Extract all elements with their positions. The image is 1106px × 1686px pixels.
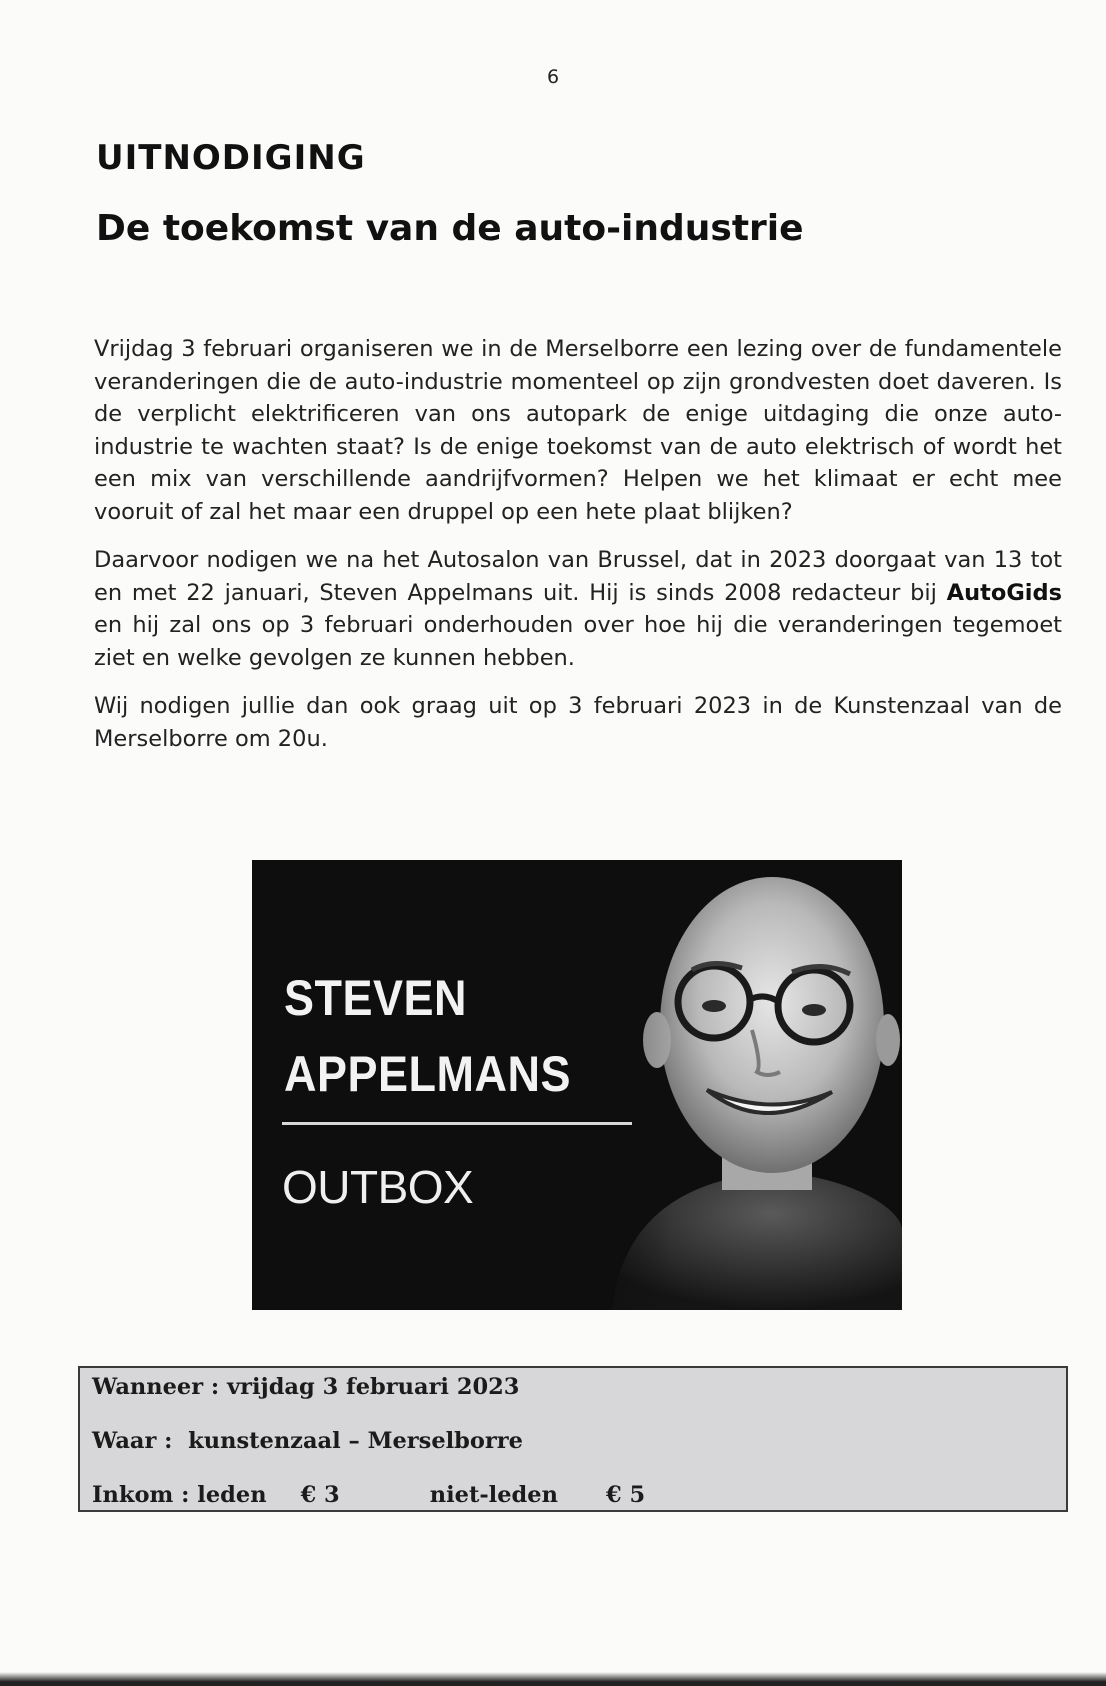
- scan-bottom-edge: [0, 1672, 1106, 1686]
- article-body: [94, 333, 1062, 771]
- page-number: 6: [546, 66, 560, 88]
- when-label: Wanneer :: [92, 1374, 220, 1400]
- speaker-first-name: STEVEN: [284, 968, 468, 1027]
- members-label: leden: [197, 1482, 267, 1508]
- speaker-name-overlay: [284, 960, 571, 1112]
- speaker-last-name: APPELMANS: [284, 1045, 572, 1103]
- when-value: vrijdag 3 februari 2023: [227, 1374, 520, 1400]
- paragraph-speaker: [94, 544, 1062, 674]
- nonmembers-price: € 5: [605, 1482, 646, 1508]
- autogids-name: AutoGids: [946, 579, 1062, 606]
- where-label: Waar :: [92, 1428, 173, 1454]
- members-price: € 3: [300, 1482, 340, 1508]
- event-info-box: [78, 1366, 1068, 1512]
- paragraph-speaker-text-end: en hij zal ons op 3 februari onderhouden over hoe hij die veranderingen tegemoet ziet en welke gevolgen ze kunnen hebben.: [94, 612, 1062, 671]
- paragraph-speaker-text: Daarvoor nodigen we na het Autosalon van Brussel, dat in 2023 doorgaat van 13 tot en met 22 januari, Steven Appelmans uit. Hij is sinds 2008 redacteur bij: [94, 547, 1062, 606]
- nonmembers-label: niet-leden: [429, 1482, 558, 1508]
- paragraph-intro: Vrijdag 3 februari organiseren we in de Merselborre een lezing over de fundamentele veranderingen die de auto-industrie momenteel op zijn grondvesten doet daveren. Is de verplicht elektrificeren van ons autopark de enige uitdaging die onze auto-industrie te wachten staat? Is de enige toekomst van de auto elektrisch of wordt het een mix van verschillende aandrijfvormen? Helpen we het klimaat er echt mee vooruit of zal het maar een druppel op een hete plaat blijken?: [94, 336, 1062, 525]
- info-row-where: [92, 1428, 523, 1454]
- speaker-photo: [252, 860, 902, 1310]
- outbox-brand: OUTBOX: [282, 1161, 474, 1213]
- page-title: De toekomst van de auto-industrie: [96, 208, 804, 249]
- paragraph-invitation: Wij nodigen jullie dan ook graag uit op 3 februari 2023 in de Kunstenzaal van de Merselborre om 20u.: [94, 693, 1062, 752]
- where-value: kunstenzaal – Merselborre: [188, 1428, 523, 1454]
- invitation-heading: UITNODIGING: [96, 138, 366, 178]
- price-label: Inkom :: [92, 1482, 190, 1508]
- photo-divider: [282, 1122, 632, 1125]
- info-row-when: [92, 1374, 519, 1400]
- info-row-price: [92, 1482, 645, 1508]
